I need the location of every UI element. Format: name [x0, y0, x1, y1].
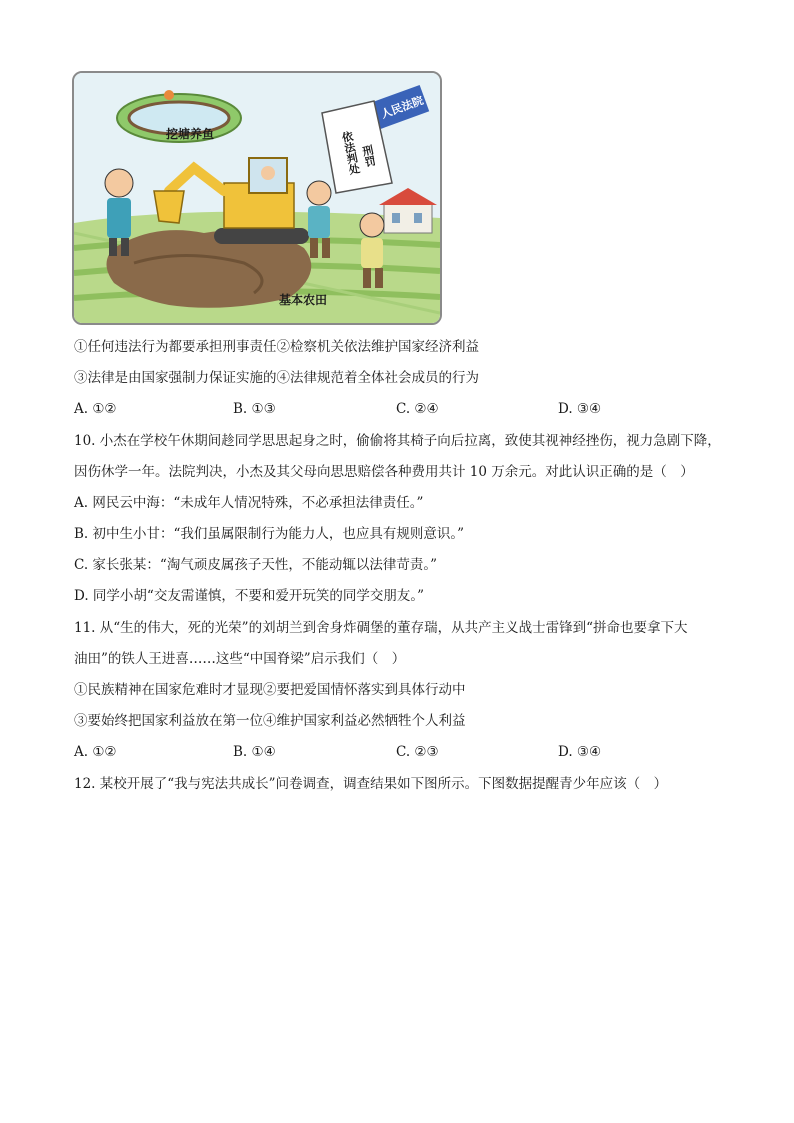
- q11-stem-line2: 油田”的铁人王进喜……这些“中国脊梁”启示我们（ ）: [74, 651, 406, 667]
- court-label: 人民法院: [379, 93, 426, 122]
- q11-stem-line1: 11. 从“生的伟大，死的光荣”的刘胡兰到舍身炸碉堡的董存瑞，从共产主义战士雷锋到“拼命也要拿下大: [74, 620, 688, 636]
- q9-option-b[interactable]: B. ①③: [233, 401, 276, 417]
- q10-option-a[interactable]: A. 网民云中海：“未成年人情况特殊，不必承担法律责任。”: [74, 495, 424, 511]
- q12-stem-line1: 12. 某校开展了“我与宪法共成长”问卷调查，调查结果如下图所示。下图数据提醒青少年应该（ ）: [74, 776, 668, 792]
- field-label: 基本农田: [279, 293, 328, 307]
- q11-statements-line1: ①民族精神在国家危难时才显现②要把爱国情怀落实到具体行动中: [74, 682, 466, 698]
- q9-option-d[interactable]: D. ③④: [558, 401, 602, 417]
- paper-text-1: 依法判处: [339, 130, 362, 176]
- cartoon-illustration: [72, 71, 442, 325]
- q10-option-d[interactable]: D. 同学小胡“交友需谨慎，不要和爱开玩笑的同学交朋友。”: [74, 588, 424, 604]
- q9-option-c[interactable]: C. ②④: [396, 401, 439, 417]
- pond-label: 挖塘养鱼: [166, 127, 215, 141]
- q9-statements-line1: ①任何违法行为都要承担刑事责任②检察机关依法维护国家经济利益: [74, 339, 479, 355]
- paper-text-2: 刑罚: [359, 143, 378, 169]
- q11-statements-line2: ③要始终把国家利益放在第一位④维护国家利益必然牺牲个人利益: [74, 713, 466, 729]
- q10-stem-line1: 10. 小杰在学校午休期间趁同学思思起身之时，偷偷将其椅子向后拉离，致使其视神经挫伤，视力急剧下降，: [74, 433, 721, 449]
- q10-option-b[interactable]: B. 初中生小甘：“我们虽属限制行为能力人，也应具有规则意识。”: [74, 526, 465, 542]
- q9-statements-line2: ③法律是由国家强制力保证实施的④法律规范着全体社会成员的行为: [74, 370, 479, 386]
- q9-option-a[interactable]: A. ①②: [74, 401, 117, 417]
- q11-option-c[interactable]: C. ②③: [396, 744, 439, 760]
- q11-option-b[interactable]: B. ①④: [233, 744, 276, 760]
- q10-option-c[interactable]: C. 家长张某：“淘气顽皮属孩子天性，不能动辄以法律苛责。”: [74, 557, 437, 573]
- q10-stem-line2: 因伤休学一年。法院判决，小杰及其父母向思思赔偿各种费用共计 10 万余元。对此认识正确的是（ ）: [74, 464, 694, 480]
- q11-option-d[interactable]: D. ③④: [558, 744, 602, 760]
- q11-option-a[interactable]: A. ①②: [74, 744, 117, 760]
